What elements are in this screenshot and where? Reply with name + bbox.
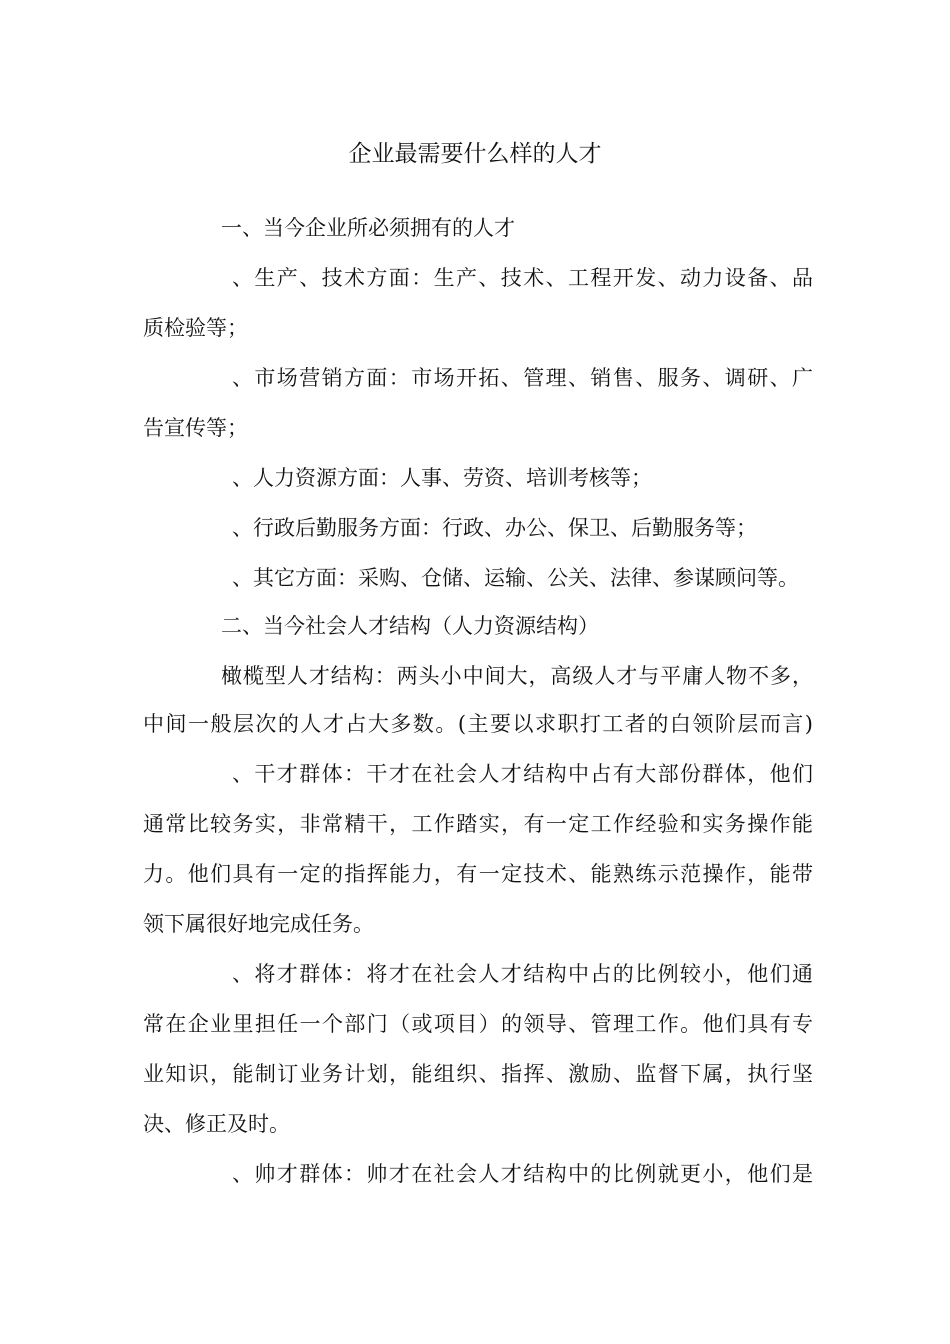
paragraph-line: 、市场营销方面：市场开拓、管理、销售、服务、调研、广: [232, 366, 813, 390]
paragraph-line: 告宣传等；: [143, 416, 248, 440]
paragraph-line: 领下属很好地完成任务。: [143, 912, 374, 936]
paragraph-line: 、帅才群体：帅才在社会人才结构中的比例就更小，他们是: [232, 1162, 813, 1186]
paragraph-line: 常在企业里担任一个部门（或项目）的领导、管理工作。他们具有专: [143, 1012, 813, 1036]
paragraph-line: 通常比较务实，非常精干，工作踏实，有一定工作经验和实务操作能: [143, 812, 813, 836]
paragraph-line: 业知识，能制订业务计划，能组织、指挥、激励、监督下属，执行坚: [143, 1062, 813, 1086]
section-heading-2: 二、当今社会人才结构（人力资源结构）: [221, 614, 599, 638]
paragraph-line: 、将才群体：将才在社会人才结构中占的比例较小，他们通: [232, 962, 813, 986]
paragraph-line: 橄榄型人才结构：两头小中间大，高级人才与平庸人物不多，: [221, 664, 813, 688]
document-title: 企业最需要什么样的人才: [348, 141, 602, 167]
paragraph-line: 决、修正及时。: [143, 1112, 290, 1136]
paragraph-line: 、生产、技术方面：生产、技术、工程开发、动力设备、品: [232, 266, 813, 290]
paragraph-line: 、行政后勤服务方面：行政、办公、保卫、后勤服务等；: [232, 516, 757, 540]
paragraph-line: 、干才群体：干才在社会人才结构中占有大部份群体，他们: [232, 762, 813, 786]
paragraph-line: 、其它方面：采购、仓储、运输、公关、法律、参谋顾问等。: [232, 566, 799, 590]
paragraph-line: 质检验等；: [143, 316, 248, 340]
paragraph-line: 、人力资源方面：人事、劳资、培训考核等；: [232, 466, 652, 490]
paragraph-line: 中间一般层次的人才占大多数。(主要以求职打工者的白领阶层而言): [143, 712, 813, 736]
section-heading-1: 一、当今企业所必须拥有的人才: [221, 216, 515, 240]
paragraph-line: 力。他们具有一定的指挥能力，有一定技术、能熟练示范操作，能带: [143, 862, 813, 886]
